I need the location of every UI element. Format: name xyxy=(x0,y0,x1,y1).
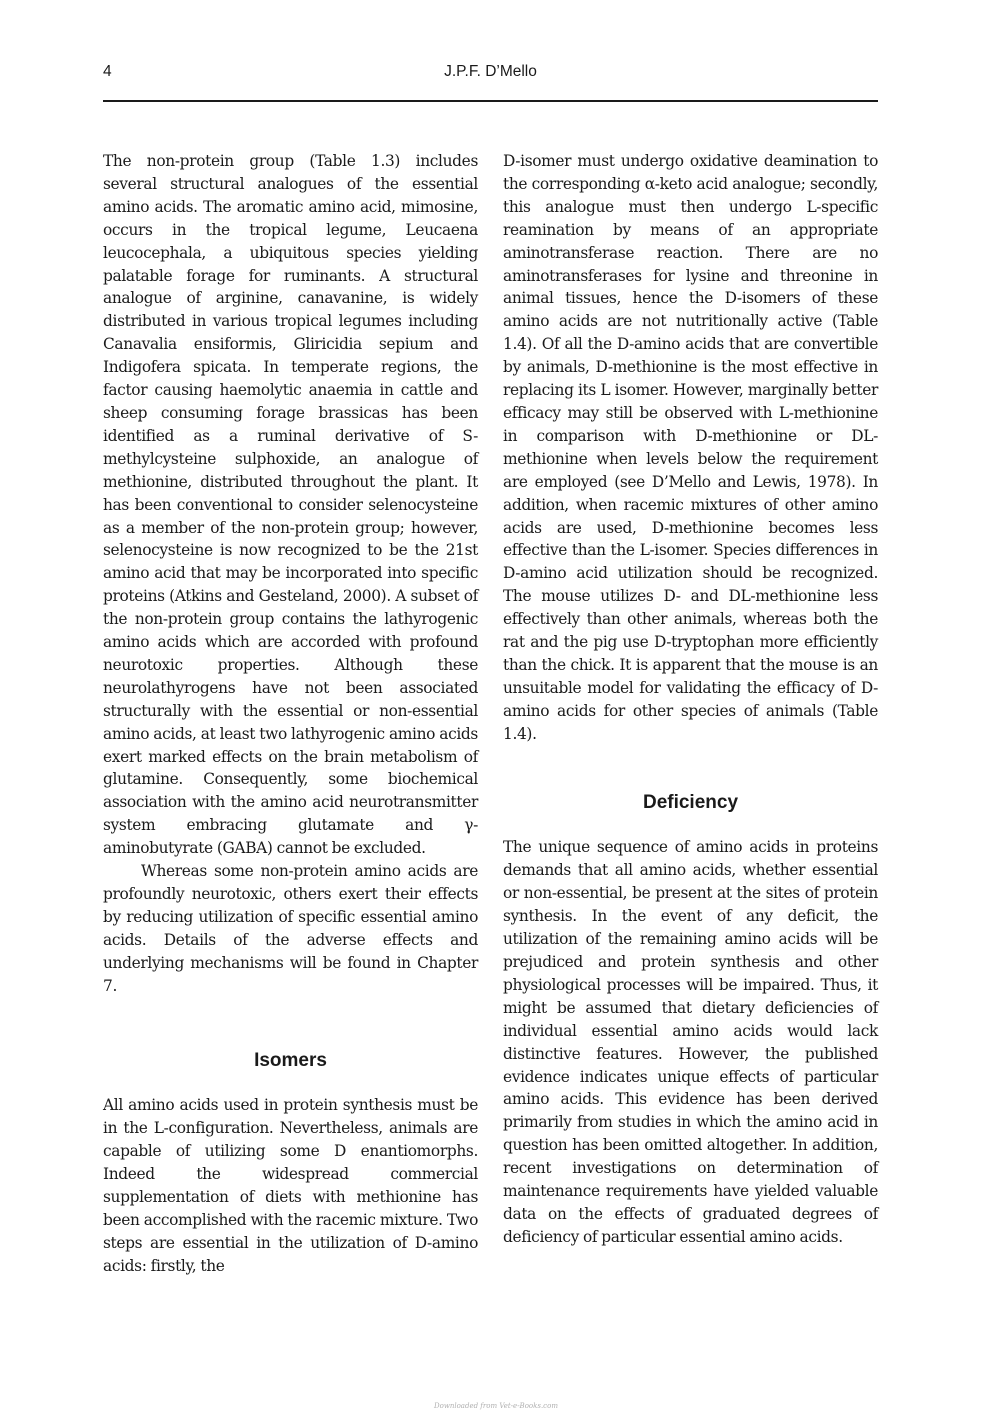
paragraph-d-isomer: D-isomer must undergo oxidative deamination to the corresponding α-keto acid analogue; secondly, this analogue must then undergo L-specific reamination by means of an appropriate aminotransferase reaction. There are no aminotransferases for lysine and threonine in animal tissues, hence the D-isomers of these amino acids are not nutritionally active (Table 1.4). Of all the D-amino acids that are convertible by animals, D-methionine is the most effective in replacing its L isomer. However, marginally better efficacy may still be observed with L-methionine in comparison with D-methionine or DL-methionine when levels below the requirement are employed (see D’Mello and Lewis, 1978). In addition, when racemic mixtures of other amino acids are used, D-methionine becomes less effective than the L-isomer. Species differences in D-amino acid utilization should be recognized. The mouse utilizes D- and DL-methionine less effectively than other animals, whereas both the rat and the pig use D-tryptophan more efficiently than the chick. It is apparent that the mouse is an unsuitable model for validating the efficacy of D-amino acids for other species of animals (Table 1.4). xyxy=(503,152,878,743)
watermark: Downloaded from Vet-e-Books.com xyxy=(434,1402,558,1410)
right-column xyxy=(503,150,878,1249)
running-head: J.P.F. D’Mello xyxy=(444,63,537,80)
page-header xyxy=(103,58,878,88)
section-heading-deficiency: Deficiency xyxy=(642,791,739,813)
page-number: 4 xyxy=(103,63,112,80)
section-heading-isomers: Isomers xyxy=(254,1049,327,1071)
header-rule xyxy=(103,100,878,102)
paragraph-neurotoxic: Whereas some non-protein amino acids are profoundly neurotoxic, others exert their effects by reducing utilization of specific essential amino acids. Details of the adverse effects and underlying mechanisms will be found in Chapter 7. xyxy=(103,862,478,995)
paragraph-non-protein-group: The non-protein group (Table 1.3) includes several structural analogues of the essential amino acids. The aromatic amino acid, mimosine, occurs in the tropical legume, Leucaena leucocephala, a ubiquitous species yielding palatable forage for ruminants. A structural analogue of arginine, canavanine, is widely distributed in various tropical legumes including Canavalia ensiformis, Gliricidia sepium and Indigofera spicata. In temperate regions, the factor causing haemolytic anaemia in cattle and sheep consuming forage brassicas has been identified as a ruminal derivative of S-methylcysteine sulphoxide, an analogue of methionine, distributed throughout the plant. It has been conventional to consider selenocysteine as a member of the non-protein group; however, selenocysteine is now recognized to be the 21st amino acid that may be incorporated into specific proteins (Atkins and Gesteland, 2000). A subset of the non-protein group contains the lathyrogenic amino acids which are accorded with profound neurotoxic properties. Although these neurolathyrogens have not been associated structurally with the essential or non-essential amino acids, at least two lathyrogenic amino acids exert marked effects on the brain metabolism of glutamine. Consequently, some biochemical association with the amino acid neurotransmitter system embracing glutamate and γ-aminobutyrate (GABA) cannot be excluded. xyxy=(103,152,478,858)
paragraph-deficiency: The unique sequence of amino acids in proteins demands that all amino acids, whether essential or non-essential, be present at the sites of protein synthesis. In the event of any deficit, the utilization of the remaining amino acids will be prejudiced and protein synthesis and other physiological processes will be impaired. Thus, it might be assumed that dietary deficiencies of individual essential amino acids would lack distinctive features. However, the published evidence indicates unique effects of particular amino acids. This evidence has been derived primarily from studies in which the amino acid in question has been omitted altogether. In addition, recent investigations on determination of maintenance requirements have yielded valuable data on the effects of graduated degrees of deficiency of particular essential amino acids. xyxy=(503,838,878,1246)
paragraph-isomers: All amino acids used in protein synthesis must be in the L-configuration. Nevertheless, animals are capable of utilizing some D enantiomorphs. Indeed the widespread commercial supplementation of diets with methionine has been accomplished with the racemic mixture. Two steps are essential in the utilization of D-amino acids: firstly, the xyxy=(103,1096,478,1275)
left-column xyxy=(103,150,478,1278)
